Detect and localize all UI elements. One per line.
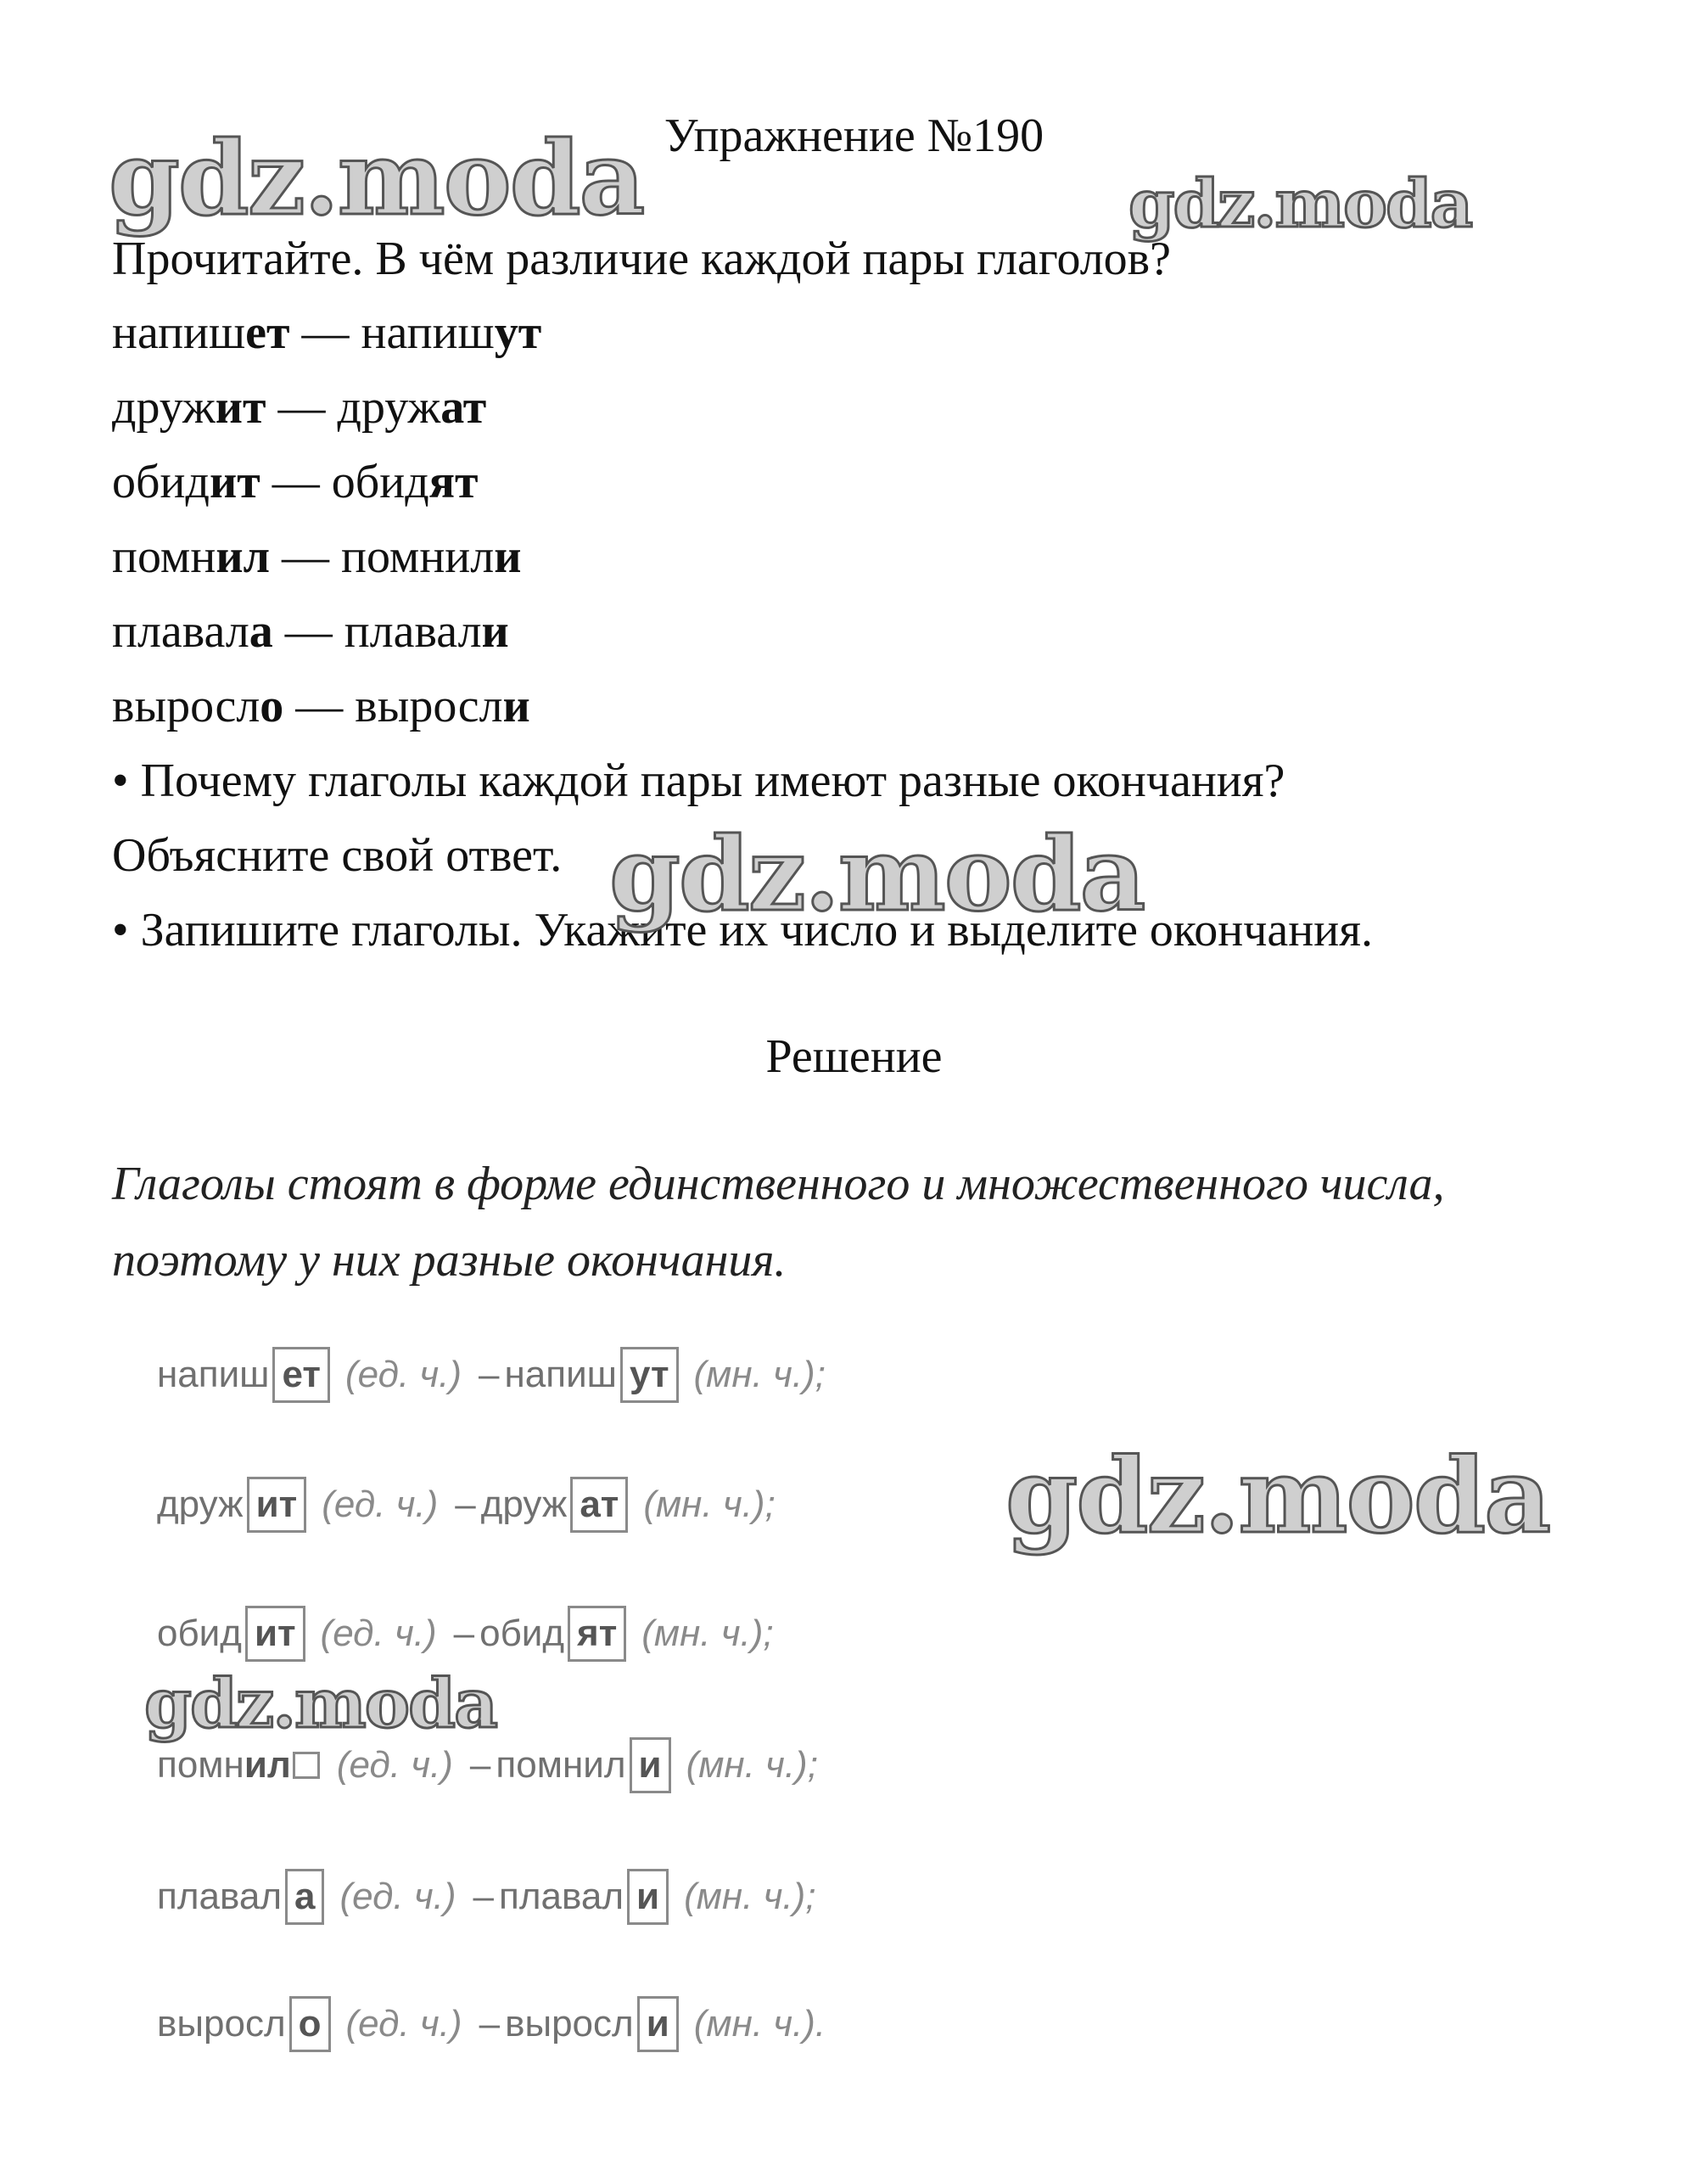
stem: обид xyxy=(157,1613,242,1654)
verb-pair xyxy=(112,448,479,516)
stem: выросл xyxy=(355,680,503,732)
number-note: (ед. ч.) xyxy=(345,2003,462,2045)
ending-box: ит xyxy=(245,1606,305,1662)
solution-text-line-2: поэтому у них разные окончания. xyxy=(112,1234,787,1287)
ending: ят xyxy=(428,456,479,508)
ending: и xyxy=(494,530,522,583)
ending: ит xyxy=(209,456,260,508)
answer-row xyxy=(157,1471,787,1539)
ending: и xyxy=(502,680,530,732)
stem: обид xyxy=(479,1613,565,1654)
stem: помн xyxy=(157,1744,244,1786)
answer-row xyxy=(157,1990,837,2058)
number-note: (ед. ч.) xyxy=(336,1744,453,1786)
ending: а xyxy=(249,605,273,658)
stem: плавал xyxy=(499,1876,624,1917)
watermark: gdz.moda xyxy=(1005,1434,1550,1557)
stem: плавал xyxy=(344,605,482,658)
number-note: (мн. ч.); xyxy=(684,1876,816,1917)
dash: – xyxy=(473,1876,495,1917)
stem: напиш xyxy=(157,1354,270,1395)
ending-box: ат xyxy=(570,1477,628,1533)
stem: напиш xyxy=(504,1354,617,1395)
question-1-continued: Объясните свой ответ. xyxy=(112,829,563,882)
watermark: gdz.moda xyxy=(609,815,1145,934)
stem: обид xyxy=(112,456,210,508)
watermark: gdz.moda xyxy=(1128,165,1472,243)
question-1: • Почему глаголы каждой пары имеют разные окончания? xyxy=(112,754,1285,807)
ending-box: ит xyxy=(247,1477,307,1533)
ending-box: ут xyxy=(620,1347,679,1403)
number-note: (ед. ч.) xyxy=(322,1484,439,1525)
stem: друж xyxy=(157,1484,244,1525)
zero-ending-box xyxy=(293,1752,320,1779)
verb-pair xyxy=(112,597,509,665)
dash: – xyxy=(479,1354,500,1395)
watermark: gdz.moda xyxy=(144,1663,496,1743)
stem: друж xyxy=(337,381,441,434)
stem: напиш xyxy=(361,306,495,359)
ending-box: ят xyxy=(568,1606,626,1662)
number-note: (мн. ч.). xyxy=(693,2003,826,2045)
verb-pair xyxy=(112,672,530,740)
solution-title: Решение xyxy=(765,1030,943,1083)
stem: плавал xyxy=(112,605,249,658)
watermark: gdz.moda xyxy=(109,119,644,238)
solution-text-line-1: Глаголы стоят в форме единственного и множественного числа, xyxy=(112,1158,1445,1210)
dash: — xyxy=(272,605,344,658)
ending: ит xyxy=(215,381,266,434)
verb-pair xyxy=(112,299,541,367)
dash: – xyxy=(455,1484,476,1525)
ending: ет xyxy=(245,306,290,359)
ending-box: о xyxy=(289,1996,331,2052)
dash: — xyxy=(260,456,332,508)
stem: выросл xyxy=(157,2003,286,2045)
number-note: (мн. ч.); xyxy=(641,1613,774,1654)
stem: плавал xyxy=(157,1876,282,1917)
verb-pair xyxy=(112,523,522,591)
stem: помнил xyxy=(341,530,495,583)
exercise-title: Упражнение №190 xyxy=(664,109,1044,162)
dash: – xyxy=(479,2003,501,2045)
task-instruction: Прочитайте. В чём различие каждой пары глаголов? xyxy=(112,233,1171,285)
ending: ил xyxy=(216,530,270,583)
stem: выросл xyxy=(112,680,260,732)
stem: выросл xyxy=(505,2003,634,2045)
ending-box: а xyxy=(285,1869,324,1925)
stem: напиш xyxy=(112,306,246,359)
number-note: (мн. ч.); xyxy=(643,1484,776,1525)
dash: — xyxy=(283,680,356,732)
dash: — xyxy=(289,306,361,359)
dash: – xyxy=(469,1744,491,1786)
ending-text: ил xyxy=(244,1744,291,1786)
ending-box: и xyxy=(630,1737,671,1793)
dash: — xyxy=(270,530,341,583)
ending-box: ет xyxy=(272,1347,329,1403)
stem: помнил xyxy=(496,1744,626,1786)
ending-box: и xyxy=(627,1869,669,1925)
ending: и xyxy=(481,605,509,658)
stem: друж xyxy=(480,1484,568,1525)
question-2: • Запишите глаголы. Укажите их число и выделите окончания. xyxy=(112,904,1373,956)
answer-row xyxy=(157,1863,827,1931)
dash: — xyxy=(266,381,338,434)
verb-pair xyxy=(112,373,486,441)
stem: обид xyxy=(331,456,429,508)
number-note: (мн. ч.); xyxy=(693,1354,826,1395)
number-note: (ед. ч.) xyxy=(344,1354,462,1395)
number-note: (мн. ч.); xyxy=(686,1744,818,1786)
stem: друж xyxy=(112,381,216,434)
ending: ат xyxy=(440,381,487,434)
number-note: (ед. ч.) xyxy=(339,1876,456,1917)
ending-box: и xyxy=(637,1996,679,2052)
ending: о xyxy=(260,680,284,732)
answer-row xyxy=(157,1600,786,1668)
answer-row xyxy=(157,1341,837,1409)
stem: помн xyxy=(112,530,216,583)
ending: ут xyxy=(494,306,542,359)
dash: – xyxy=(453,1613,475,1654)
number-note: (ед. ч.) xyxy=(320,1613,437,1654)
